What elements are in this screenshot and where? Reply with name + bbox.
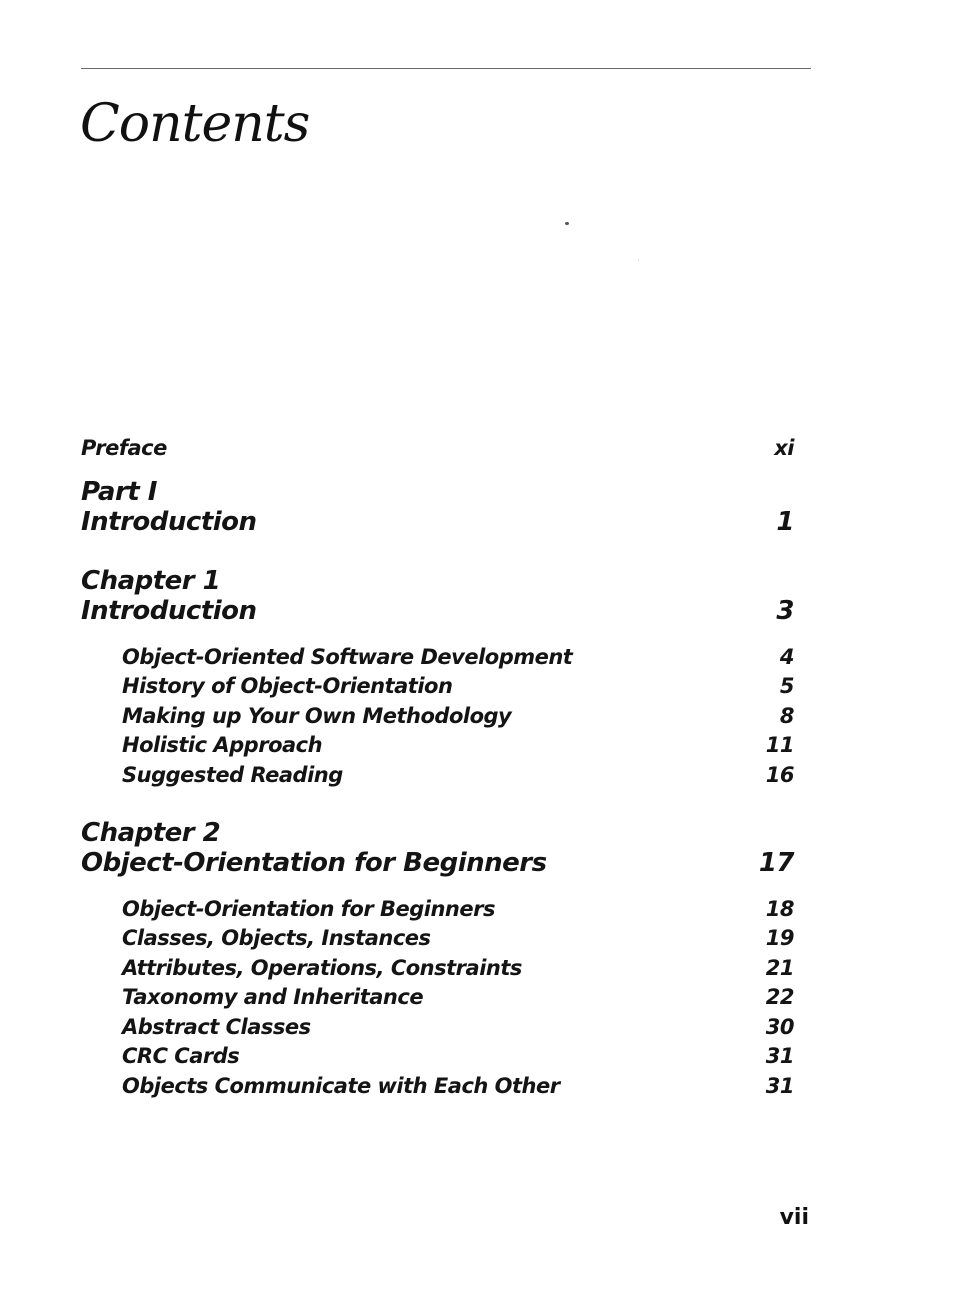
toc-entry-label: Classes, Objects, Instances	[122, 926, 431, 950]
toc-entry-page: 30	[765, 1015, 794, 1039]
toc-part1[interactable]	[81, 507, 794, 541]
toc-entry-label: History of Object-Orientation	[122, 674, 453, 698]
toc-entry-page: 11	[765, 733, 794, 757]
part-heading: Part I	[81, 477, 157, 507]
toc-entry-label: Attributes, Operations, Constraints	[122, 956, 522, 980]
toc-entry-page: 8	[779, 704, 794, 728]
toc-entry[interactable]	[122, 1015, 794, 1045]
top-rule	[81, 68, 811, 69]
toc-chapter-page: 17	[758, 848, 794, 878]
chapter-heading: Chapter 2	[81, 818, 221, 848]
toc-entry-page: 21	[765, 956, 794, 980]
toc-entry-page: 16	[765, 763, 794, 787]
toc-entry-label: Object-Oriented Software Development	[122, 645, 573, 669]
toc-entry-page: 5	[779, 674, 794, 698]
toc-entry[interactable]	[122, 645, 794, 675]
toc-chapter-1[interactable]	[81, 596, 794, 630]
toc-entry[interactable]	[122, 1044, 794, 1074]
toc-part1-page: 1	[776, 507, 794, 537]
toc-entry-label: Objects Communicate with Each Other	[122, 1074, 560, 1098]
toc-entry[interactable]	[122, 674, 794, 704]
scan-speck	[638, 260, 639, 261]
toc-entry-label: Abstract Classes	[122, 1015, 311, 1039]
toc-entry-page: 31	[765, 1074, 794, 1098]
toc-preface-label: Preface	[81, 436, 167, 460]
toc-entry-label: Suggested Reading	[122, 763, 343, 787]
toc-entry-label: CRC Cards	[122, 1044, 240, 1068]
toc-chapter-title: Introduction	[81, 596, 257, 626]
toc-chapter-page: 3	[776, 596, 794, 626]
toc-entry[interactable]	[122, 704, 794, 734]
scan-speck	[565, 222, 569, 225]
toc-entry-label: Making up Your Own Methodology	[122, 704, 512, 728]
toc-entry-page: 4	[779, 645, 794, 669]
page-number: vii	[779, 1205, 809, 1230]
page-title: Contents	[80, 94, 310, 154]
toc-entry[interactable]	[122, 956, 794, 986]
toc-entry[interactable]	[122, 926, 794, 956]
toc-entry-page: 18	[765, 897, 794, 921]
toc-entry[interactable]	[122, 1074, 794, 1104]
toc-preface[interactable]	[81, 436, 794, 466]
toc-entry-page: 22	[765, 985, 794, 1009]
chapter-heading: Chapter 1	[81, 566, 221, 596]
toc-entry[interactable]	[122, 985, 794, 1015]
toc-entry-page: 19	[765, 926, 794, 950]
toc-entry[interactable]	[122, 763, 794, 793]
toc-part1-title: Introduction	[81, 507, 257, 537]
toc-entry-label: Holistic Approach	[122, 733, 323, 757]
toc-chapter-2[interactable]	[81, 848, 794, 882]
toc-chapter-title: Object-Orientation for Beginners	[81, 848, 547, 878]
toc-entry[interactable]	[122, 897, 794, 927]
toc-entry-label: Taxonomy and Inheritance	[122, 985, 424, 1009]
toc-entry-page: 31	[765, 1044, 794, 1068]
toc-preface-page: xi	[774, 436, 794, 460]
toc-entry-label: Object-Orientation for Beginners	[122, 897, 495, 921]
toc-entry[interactable]	[122, 733, 794, 763]
